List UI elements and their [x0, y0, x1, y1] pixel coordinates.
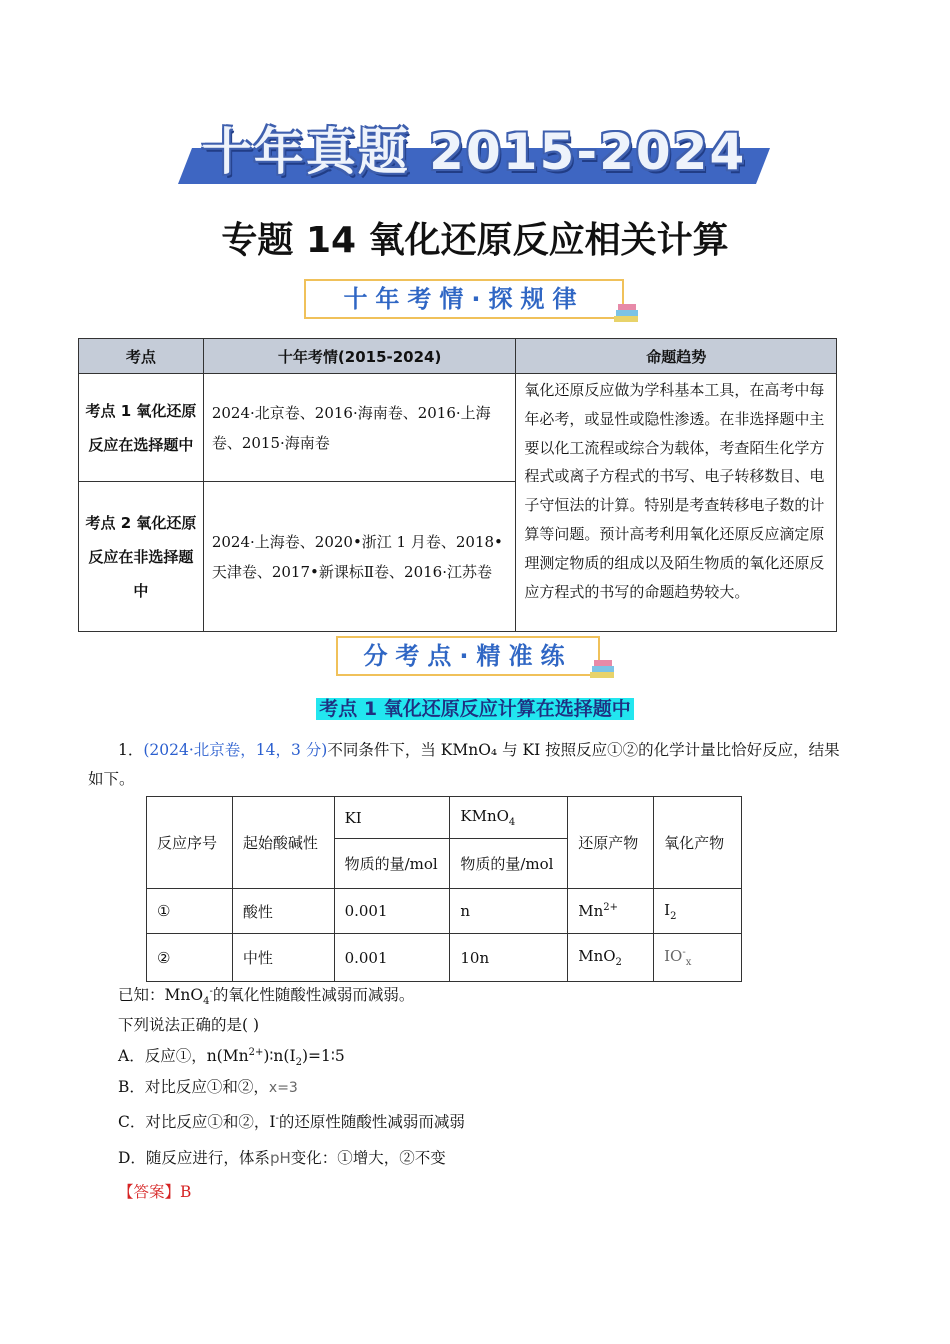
header-amount-ki: 物质的量/mol: [334, 839, 450, 889]
answer: 【答案】B: [118, 1183, 192, 1201]
header-sequence: 反应序号: [147, 797, 233, 889]
option-a[interactable]: A．反应①，$n(Mn^{2+})∶n(I_2)=1∶5$: [118, 1046, 345, 1069]
trend-text: 氧化还原反应做为学科基本工具，在高考中每年必考，或显性或隐性渗透。在非选择题中主要以化工流程或综合为载体，考查陌生化学方程式或离子方程式的书写、电子转移数目、电子守恒法的计算。特别是考查转移电子数的计算等问题。预计高考利用氧化还原反应滴定原理测定物质的组成以及陌生物质的氧化还原反应方程式的书写的命题趋势较大。: [516, 374, 837, 632]
header-oxidation-product: 氧化产物: [654, 797, 742, 889]
section-badge-overview: 十年考情·探规律: [304, 279, 624, 319]
option-b[interactable]: B．对比反应①和②，x=3: [118, 1078, 298, 1096]
table-row: ② 中性 0.001 10n MnO$_2$ $IO^-_x$: [147, 934, 742, 982]
header-kmno4: KMnO$_4$: [450, 797, 568, 839]
known-condition: 已知：MnO$_4$-的氧化性随酸性减弱而减弱。: [118, 985, 415, 1008]
option-d[interactable]: D．随反应进行，体系pH变化：①增大，②不变: [118, 1149, 446, 1167]
table-row: ① 酸性 0.001 n $Mn^{2+}$ $I_2$: [147, 889, 742, 934]
section-badge-practice: 分考点·精准练: [336, 636, 600, 676]
years-1: 2024·北京卷、2016·海南卷、2016·上海卷、2015·海南卷: [203, 374, 516, 482]
banner-title: 十年真题 2015-2024: [201, 123, 747, 181]
subheading: [0, 694, 950, 721]
years-2: 2024·上海卷、2020•浙江 1 月卷、2018•天津卷、2017•新课标Ⅱ卷、2016·江苏卷: [203, 482, 516, 632]
books-icon: [612, 302, 642, 326]
header-reduction-product: 还原产物: [568, 797, 654, 889]
question-stem-line1: 不同条件下，当 KMnO₄ 与 KI 按照反应①②的化学计量比恰好反应，结果: [327, 741, 840, 759]
header-ki: KI: [334, 797, 450, 839]
option-c[interactable]: C．对比反应①和②，I-的还原性随酸性减弱而减弱: [118, 1112, 465, 1131]
subheading-text: 考点 1 氧化还原反应计算在选择题中: [316, 698, 633, 720]
header-trend: 命题趋势: [516, 339, 837, 374]
question-source: (2024·北京卷，14，3 分): [143, 741, 328, 759]
top-banner: [178, 112, 770, 188]
question-stem: [118, 738, 840, 760]
overview-table: [78, 338, 837, 632]
header-acidity: 起始酸碱性: [232, 797, 334, 889]
question-stem-line2: 如下。: [88, 770, 135, 788]
page-title: 专题 14 氧化还原反应相关计算: [221, 220, 729, 261]
reaction-table: [146, 796, 742, 982]
topic-1: 考点 1 氧化还原反应在选择题中: [79, 374, 204, 482]
question-number: 1．: [118, 741, 144, 759]
header-topic: 考点: [79, 339, 204, 374]
topic-2: 考点 2 氧化还原反应在非选择题中: [79, 482, 204, 632]
question-prompt: 下列说法正确的是( ): [118, 1016, 260, 1034]
header-amount-kmno4: 物质的量/mol: [450, 839, 568, 889]
header-years: 十年考情(2015-2024): [203, 339, 516, 374]
books-icon: [588, 658, 618, 682]
